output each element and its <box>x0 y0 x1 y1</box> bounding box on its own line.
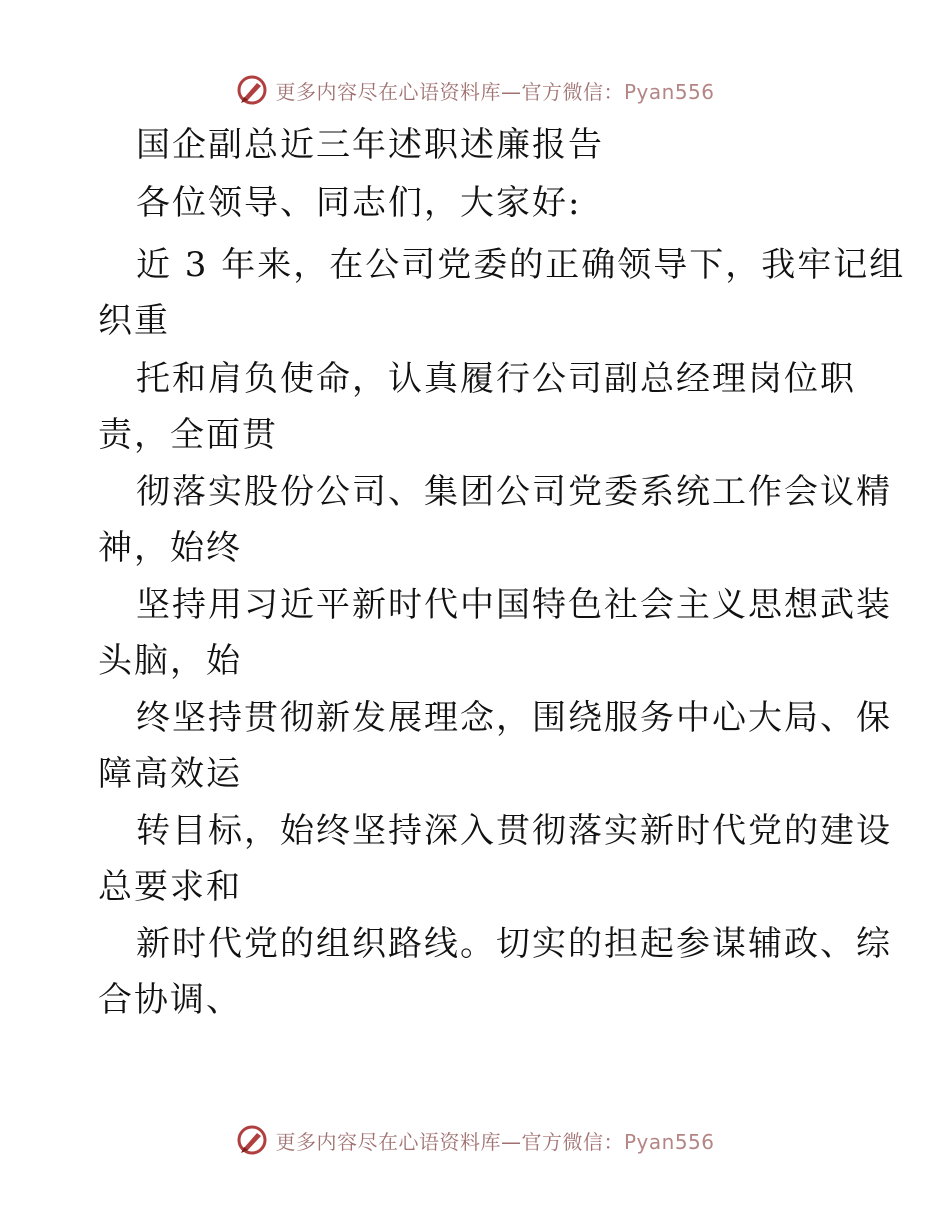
watermark-text: 更多内容尽在心语资料库—官方微信：Pyan556 <box>275 1129 715 1154</box>
body-line: 障高效运 <box>98 754 242 794</box>
watermark-wechat-id: Pyan556 <box>623 1129 715 1154</box>
watermark-text: 更多内容尽在心语资料库—官方微信：Pyan556 <box>275 79 715 104</box>
body-line: 织重 <box>98 301 170 341</box>
body-line: 坚持用习近平新时代中国特色社会主义思想武装 <box>136 585 892 625</box>
greeting: 各位领导、同志们，大家好: <box>136 183 582 223</box>
body-line: 新时代党的组织路线。切实的担起参谋辅政、综 <box>136 924 892 964</box>
pen-circle-logo-icon <box>235 73 269 107</box>
header-watermark <box>0 70 950 110</box>
watermark-wechat-id: Pyan556 <box>623 79 715 104</box>
footer-watermark <box>0 1120 950 1160</box>
body-line: 托和肩负使命，认真履行公司副总经理岗位职 <box>136 359 856 399</box>
body-line: 转目标，始终坚持深入贯彻落实新时代党的建设 <box>136 811 892 851</box>
body-line: 头脑，始 <box>98 641 242 681</box>
body-line: 彻落实股份公司、集团公司党委系统工作会议精 <box>136 472 892 512</box>
body-line: 终坚持贯彻新发展理念，围绕服务中心大局、保 <box>136 698 892 738</box>
body-line: 神，始终 <box>98 528 242 568</box>
body-line: 近 3 年来，在公司党委的正确领导下，我牢记组 <box>136 245 906 285</box>
body-line: 总要求和 <box>98 867 242 907</box>
pen-circle-logo-icon <box>235 1123 269 1157</box>
document-title: 国企副总近三年述职述廉报告 <box>136 125 604 165</box>
body-line: 合协调、 <box>98 980 242 1020</box>
body-line: 责，全面贯 <box>98 415 278 455</box>
